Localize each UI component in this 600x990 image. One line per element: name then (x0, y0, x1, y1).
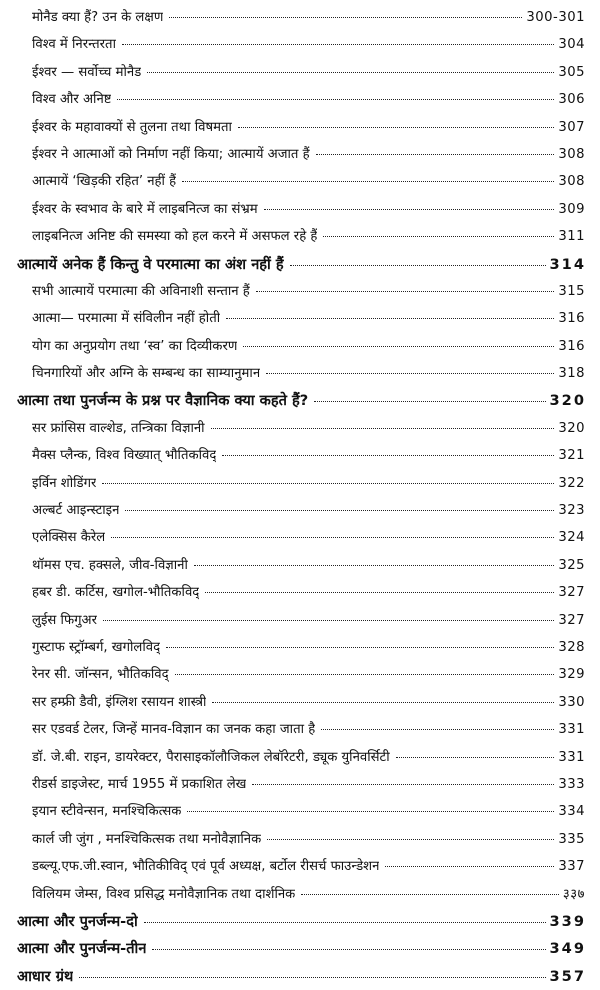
toc-section-entry (0, 579, 600, 606)
toc-section-entry (0, 442, 600, 469)
toc-section-entry (0, 4, 600, 31)
toc-page-number: 357 (549, 967, 586, 985)
toc-section-entry (0, 634, 600, 661)
dot-leader (243, 346, 554, 347)
dot-leader (117, 99, 554, 100)
toc-page-number: 307 (558, 119, 585, 135)
dot-leader (187, 811, 554, 812)
toc-section-entry (0, 278, 600, 305)
toc-entry-title: डब्ल्यू.एफ.जी.स्वान, भौतिकीविद् एवं पूर्व अध्यक्ष, बर्टोल रीसर्च फाउन्डेशन (32, 859, 380, 875)
toc-entry-title: योग का अनुप्रयोग तथा ‘स्व’ का दिव्यीकरण (32, 338, 238, 354)
toc-page-number: 304 (558, 37, 585, 53)
toc-page-number: 308 (558, 174, 585, 190)
toc-page-number: 337 (558, 859, 585, 875)
toc-page-number: 330 (558, 694, 585, 710)
toc-chapter-entry (0, 387, 600, 414)
toc-section-entry (0, 744, 600, 771)
toc-entry-title: ईश्वर के महावाक्यों से तुलना तथा विषमता (32, 119, 232, 135)
toc-entry-title: चिनगारियों और अग्नि के सम्बन्ध का साम्यानुमान (32, 366, 261, 382)
toc-entry-title: अल्बर्ट आइन्स्टाइन (32, 503, 120, 519)
toc-entry-title: ईश्वर ने आत्माओं को निर्माण नहीं किया; आत्मायें अजात हैं (32, 146, 310, 162)
toc-page-number: 320 (558, 420, 585, 436)
toc-chapter-entry (0, 935, 600, 962)
toc-page-number: 305 (558, 64, 585, 80)
toc-entry-title: सर एडवर्ड टेलर, जिन्हें मानव-विज्ञान का जनक कहा जाता है (32, 722, 316, 738)
toc-entry-title: इर्विन शोडिंगर (32, 475, 97, 491)
dot-leader (321, 729, 554, 730)
toc-entry-title: लुईस फिगुअर (32, 612, 97, 628)
dot-leader (175, 674, 555, 675)
toc-entry-title: विश्व और अनिष्ट (32, 92, 112, 108)
toc-page-number: 308 (558, 146, 585, 162)
toc-entry-title: लाइबनित्ज अनिष्ट की समस्या को हल करने में असफल रहे हैं (32, 229, 318, 245)
toc-page-number: 314 (549, 255, 586, 273)
dot-leader (267, 839, 554, 840)
dot-leader (301, 894, 559, 895)
dot-leader (252, 784, 554, 785)
toc-page-number: 335 (558, 831, 585, 847)
dot-leader (152, 949, 545, 950)
dot-leader (222, 455, 554, 456)
toc-page-number: ३३७ (562, 886, 585, 902)
dot-leader (290, 265, 546, 266)
toc-section-entry (0, 168, 600, 195)
dot-leader (211, 428, 555, 429)
toc-page-number: 331 (558, 749, 585, 765)
toc-section-entry (0, 360, 600, 387)
dot-leader (212, 702, 554, 703)
toc-entry-title: थॉमस एच. हक्सले, जीव-विज्ञानी (32, 557, 188, 573)
toc-page-number: 327 (558, 585, 585, 601)
toc-entry-title: इयान स्टीवेन्सन, मनश्चिकित्सक (32, 804, 182, 820)
toc-entry-title: सर हम्फ्री डैवी, इंग्लिश रसायन शास्त्री (32, 694, 207, 710)
toc-section-entry (0, 415, 600, 442)
toc-entry-title: रेनर सी. जॉन्सन, भौतिकविद् (32, 667, 169, 683)
dot-leader (182, 181, 554, 182)
toc-page-number: 321 (558, 448, 585, 464)
toc-page-number: 315 (558, 283, 585, 299)
toc-section-entry (0, 470, 600, 497)
toc-page-number: 306 (558, 92, 585, 108)
toc-page-number: 327 (558, 612, 585, 628)
toc-chapter-entry (0, 251, 600, 278)
toc-section-entry (0, 524, 600, 551)
toc-chapter-entry (0, 963, 600, 990)
dot-leader (166, 647, 554, 648)
toc-page-number: 311 (558, 229, 585, 245)
toc-page-number: 300-301 (526, 10, 585, 25)
toc-entry-title: आत्मा तथा पुनर्जन्म के प्रश्न पर वैज्ञानिक क्या कहते हैं? (17, 392, 309, 410)
toc-chapter-entry (0, 908, 600, 935)
toc-entry-title: हबर डी. कर्टिस, खगोल-भौतिकविद् (32, 585, 200, 601)
dot-leader (79, 977, 545, 978)
toc-section-entry (0, 798, 600, 825)
toc-page-number: 331 (558, 722, 585, 738)
toc-page-number: 309 (558, 201, 585, 217)
toc-entry-title: आत्मा और पुनर्जन्म-तीन (17, 940, 147, 958)
toc-entry-title: ईश्वर — सर्वोच्च मोनैड (32, 64, 142, 80)
dot-leader (169, 17, 522, 18)
dot-leader (111, 537, 554, 538)
toc-page-number: 322 (558, 475, 585, 491)
toc-entry-title: एलेक्सिस कैरेल (32, 530, 106, 546)
toc-page-number: 320 (549, 392, 586, 410)
toc-entry-title: कार्ल जी जुंग , मनश्चिकित्सक तथा मनोवैज्ञानिक (32, 831, 262, 847)
toc-section-entry (0, 223, 600, 250)
dot-leader (396, 757, 555, 758)
dot-leader (147, 72, 554, 73)
toc-entry-title: मोनैड क्या हैं? उन के लक्षण (32, 10, 164, 25)
toc-entry-title: मैक्स प्लैन्क, विश्व विख्यात् भौतिकविद् (32, 448, 217, 464)
toc-page-number: 349 (549, 940, 586, 958)
dot-leader (314, 401, 545, 402)
toc-section-entry (0, 607, 600, 634)
dot-leader (238, 127, 554, 128)
toc-section-entry (0, 497, 600, 524)
dot-leader (102, 483, 554, 484)
toc-entry-title: आधार ग्रंथ (17, 967, 74, 985)
toc-section-entry (0, 59, 600, 86)
toc-entry-title: आत्मा— परमात्मा में संविलीन नहीं होती (32, 311, 221, 327)
dot-leader (205, 592, 554, 593)
toc-entry-title: आत्मायें अनेक हैं किन्तु वे परमात्मा का अंश नहीं हैं (17, 255, 284, 273)
toc-page-number: 318 (558, 366, 585, 382)
toc-entry-title: विश्व में निरन्तरता (32, 37, 116, 53)
dot-leader (103, 620, 554, 621)
toc-page-number: 334 (558, 804, 585, 820)
dot-leader (385, 866, 554, 867)
toc-section-entry (0, 305, 600, 332)
dot-leader (264, 209, 555, 210)
toc-page-number: 329 (558, 667, 585, 683)
toc-page-number: 316 (558, 338, 585, 354)
dot-leader (256, 291, 555, 292)
dot-leader (194, 565, 554, 566)
toc-entry-title: आत्मायें ‘खिड़की रहित’ नहीं हैं (32, 174, 177, 190)
dot-leader (226, 318, 554, 319)
toc-entry-title: सभी आत्मायें परमात्मा की अविनाशी सन्तान हैं (32, 283, 250, 299)
dot-leader (144, 922, 546, 923)
toc-page-number: 333 (558, 776, 585, 792)
toc-section-entry (0, 552, 600, 579)
toc-section-entry (0, 853, 600, 880)
toc-entry-title: डॉ. जे.बी. राइन, डायरेक्टर, पैरासाइकॉलौजिकल लेबॉरेटरी, ड्यूक युनिवर्सिटी (32, 749, 390, 765)
toc-entry-title: रीडर्स डाइजेस्ट, मार्च 1955 में प्रकाशित लेख (32, 776, 247, 792)
toc-section-entry (0, 86, 600, 113)
toc-section-entry (0, 114, 600, 141)
table-of-contents (0, 4, 600, 990)
dot-leader (122, 44, 554, 45)
toc-entry-title: विलियम जेम्स, विश्व प्रसिद्ध मनोवैज्ञानिक तथा दार्शनिक (32, 886, 296, 902)
dot-leader (316, 154, 555, 155)
toc-section-entry (0, 689, 600, 716)
toc-page-number: 328 (558, 639, 585, 655)
toc-page-number: 323 (558, 503, 585, 519)
toc-page-number: 339 (549, 912, 586, 930)
toc-section-entry (0, 881, 600, 908)
toc-section-entry (0, 333, 600, 360)
toc-section-entry (0, 31, 600, 58)
toc-section-entry (0, 141, 600, 168)
toc-entry-title: ईश्वर के स्वभाव के बारे में लाइबनित्ज का संभ्रम (32, 201, 258, 217)
toc-entry-title: सर फ्रांसिस वाल्शेड, तन्त्रिका विज्ञानी (32, 420, 205, 436)
toc-page-number: 316 (558, 311, 585, 327)
toc-section-entry (0, 196, 600, 223)
toc-page-number: 325 (558, 557, 585, 573)
toc-entry-title: गुस्टाफ स्ट्रॉम्बर्ग, खगोलविद् (32, 639, 161, 655)
dot-leader (125, 510, 554, 511)
toc-page-number: 324 (558, 530, 585, 546)
toc-entry-title: आत्मा और पुनर्जन्म-दो (17, 912, 138, 930)
dot-leader (266, 373, 554, 374)
dot-leader (323, 236, 554, 237)
toc-section-entry (0, 661, 600, 688)
toc-section-entry (0, 771, 600, 798)
toc-section-entry (0, 716, 600, 743)
toc-section-entry (0, 826, 600, 853)
